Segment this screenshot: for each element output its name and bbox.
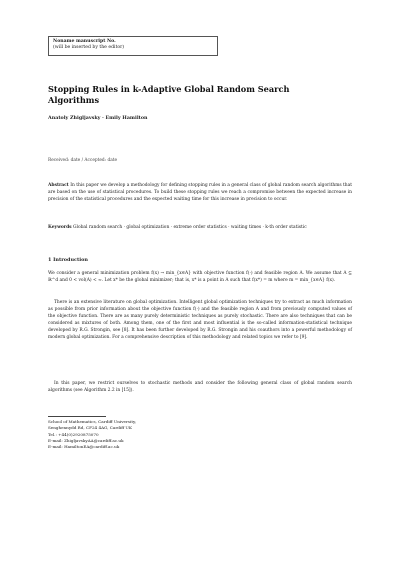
affiliation-block: [48, 419, 288, 450]
intro-paragraph-2: There is an extensive literature on global optimization. Intelligent global optimization techniques try to extract as much information as possible from prior information about the objective function f(·) and the feasible region A and from previously computed values of the objective function. There are as many purely deterministic techniques as purely stochastic. There are also techniques that can be considered as mixtures of both. Among them, one of the first and most influential is the so-called information-statistical technique developed by R.G. Strongin, see [8]. It has been further developed by R.G. Strongin and his coauthors into a powerful methodology of modern global optimization. For a comprehensive description of this methodology and related topics we refer to [9].: [48, 300, 352, 341]
intro-paragraph-1: We consider a general minimization problem f(x) → min_{x∈A} with objective function f(·) and feasible region A. We assume that A ⊆ ℝ^d and 0 < vol(A) < ∞. Let x* be the global minimizer; that is, x* is a point in A such that f(x*) = m where m = min_{x∈A} f(x).: [48, 271, 352, 284]
paper-title: [48, 84, 348, 106]
affiliation-line: Tel.: +44(0)2920875070: [48, 431, 99, 437]
title-line-1: Stopping Rules in k-Adaptive Global Random Search: [48, 84, 290, 94]
received-date: Received: date / Accepted: date: [48, 158, 118, 163]
manuscript-number-label: Noname manuscript No.: [53, 39, 116, 44]
affiliation-email: E-mail: ZhigljavskyAA@cardiff.ac.uk: [48, 437, 124, 443]
affiliation-email: E-mail: HamiltonEA@cardiff.ac.uk: [48, 444, 120, 450]
abstract-label: Abstract: [48, 183, 69, 188]
keywords: [48, 224, 352, 231]
editor-note: (will be inserted by the editor): [53, 45, 125, 50]
abstract: [48, 182, 352, 203]
intro-paragraph-3: In this paper, we restrict ourselves to stochastic methods and consider the following general class of global random search algorithms (see Algorithm 2.2 in [15]).: [48, 381, 352, 394]
footnote-rule: [48, 416, 106, 417]
keywords-text: Global random search · global optimization · extreme order statistics · waiting times · k-th order statistic: [73, 225, 307, 230]
section-heading-introduction: 1 Introduction: [48, 257, 88, 263]
title-line-2: Algorithms: [48, 95, 100, 105]
keywords-label: Keywords: [48, 225, 72, 230]
author-list: Anatoly Zhigljavsky · Emily Hamilton: [48, 115, 148, 121]
affiliation-line: School of Mathematics, Cardiff University,: [48, 419, 137, 424]
abstract-text: In this paper we develop a methodology for defining stopping rules in a general class of global random search algorithms that are based on the use of statistical procedures. To build these stopping rules we reach a compromise between the expected increase in precision of the statistical procedures and the expected waiting time for this increase in precision to occur.: [48, 183, 352, 203]
manuscript-info-box: [48, 36, 218, 56]
affiliation-line: Senghennydd Rd, CF24 4AG, Cardiff UK: [48, 425, 132, 431]
